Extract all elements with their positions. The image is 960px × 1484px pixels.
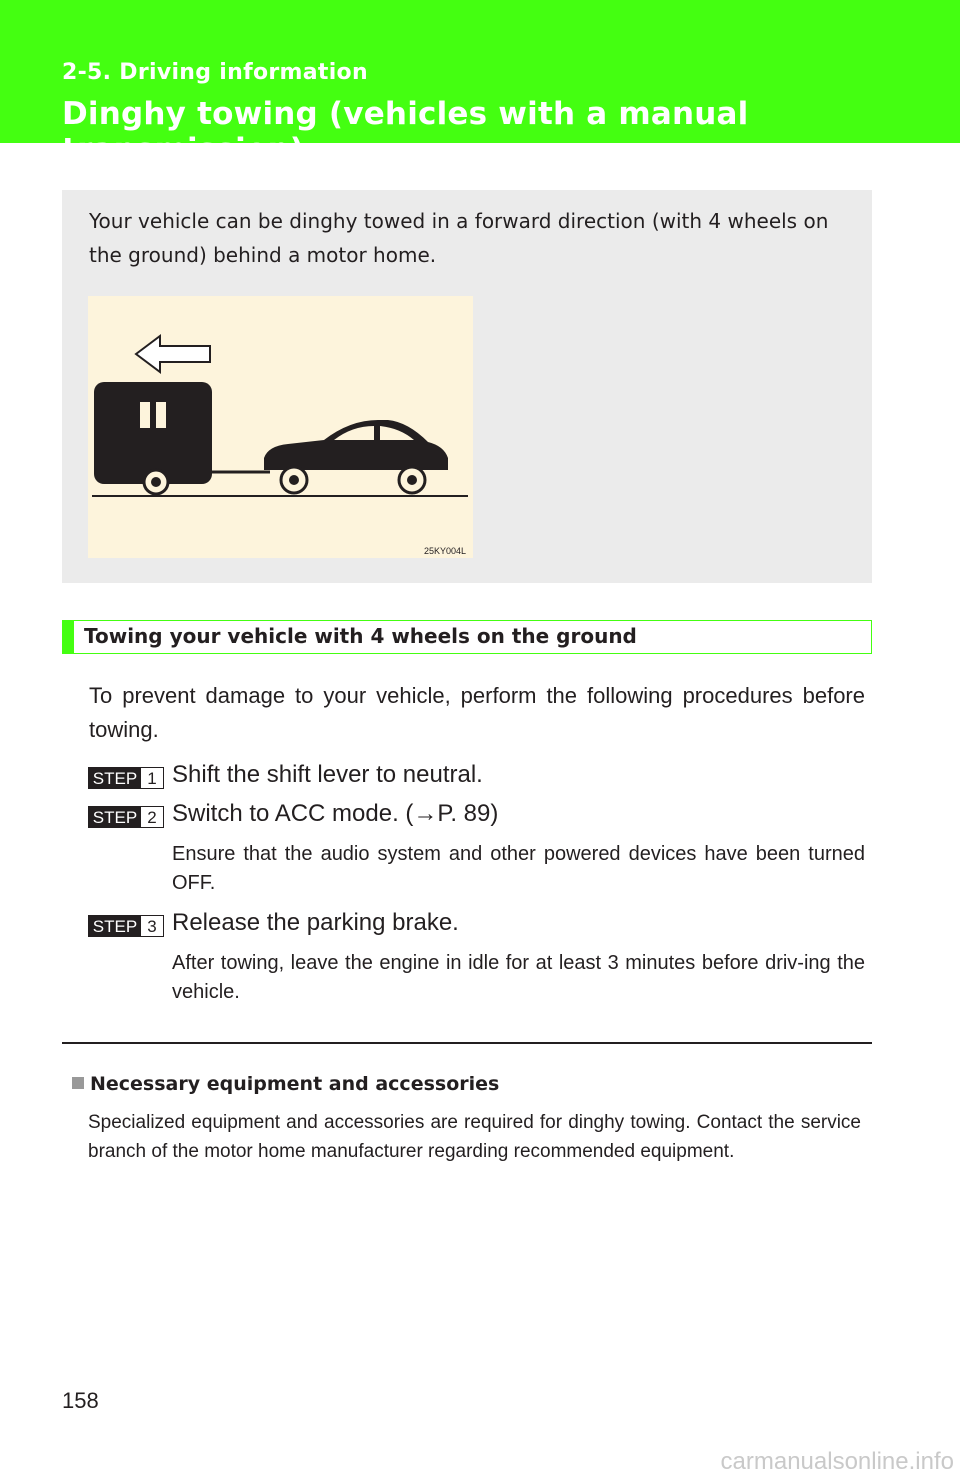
section-label: 2-5. Driving information xyxy=(62,60,368,85)
motor-home xyxy=(94,382,212,484)
intro-paragraph: To prevent damage to your vehicle, perform the following procedures before towing. xyxy=(89,683,865,742)
step-note: After towing, leave the engine in idle for at least 3 minutes before driv-ing the vehicle. xyxy=(172,952,865,1003)
page-title: Dinghy towing (vehicles with a manual transmission) xyxy=(62,96,749,168)
towing-illustration xyxy=(88,296,473,558)
step-badge xyxy=(88,767,164,789)
towed-car xyxy=(264,420,448,470)
step-badge-label: STEP xyxy=(89,768,141,788)
step-badge-number: 2 xyxy=(147,808,157,827)
step-text: Release the parking brake. xyxy=(172,909,459,936)
step-badge xyxy=(88,806,164,828)
step-text: Switch to ACC mode. (→P. 89) xyxy=(172,800,499,827)
step-badge-number: 3 xyxy=(147,917,157,936)
section-divider xyxy=(62,1042,872,1044)
note-heading xyxy=(72,1073,499,1095)
intro-text: Your vehicle can be dinghy towed in a forward direction (with 4 wheels on the ground) behind a motor home. xyxy=(89,209,829,267)
square-bullet-icon xyxy=(72,1077,84,1089)
page-number: 158 xyxy=(62,1388,99,1413)
direction-arrow-icon xyxy=(136,336,210,372)
step-badge-label: STEP xyxy=(89,807,141,827)
subsection-title: Towing your vehicle with 4 wheels on the ground xyxy=(84,624,637,648)
subsection-header xyxy=(62,620,872,654)
figure-code: 25KY004L xyxy=(424,546,467,556)
header-band xyxy=(0,0,960,168)
step-text: Shift the shift lever to neutral. xyxy=(172,761,483,788)
intro-box xyxy=(62,190,872,583)
step-badge-label: STEP xyxy=(89,916,141,936)
towing-diagram xyxy=(88,296,473,558)
step-badge xyxy=(88,915,164,937)
step-note: Ensure that the audio system and other powered devices have been turned OFF. xyxy=(172,843,865,894)
step-badge-number: 1 xyxy=(147,769,157,788)
note-heading-text: Necessary equipment and accessories xyxy=(90,1073,500,1095)
note-body: Specialized equipment and accessories are required for dinghy towing. Contact the service branch of the motor home manufacturer regarding recommended equipment. xyxy=(88,1112,861,1162)
watermark: carmanualsonline.info xyxy=(720,1448,954,1475)
